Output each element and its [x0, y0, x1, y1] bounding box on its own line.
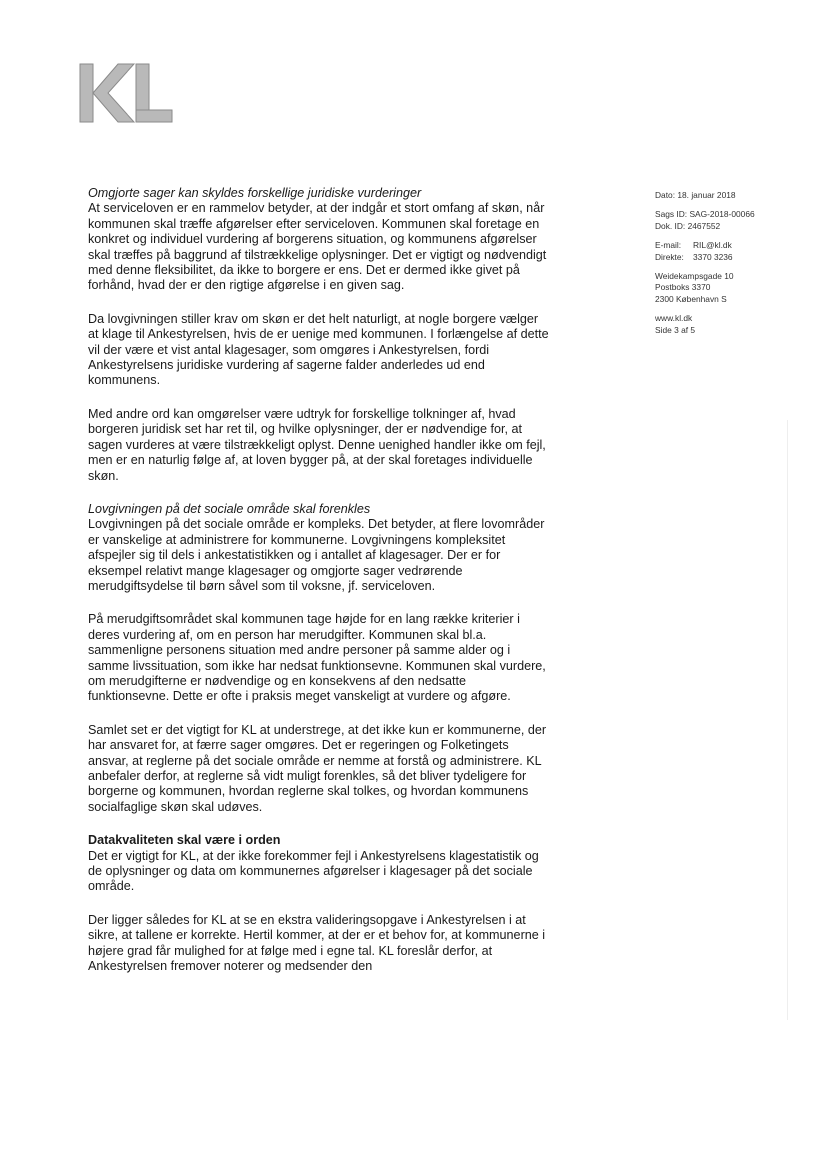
- paragraph-7: Det er vigtigt for KL, at der ikke forekommer fejl i Ankestyrelsens klagestatistik og de oplysninger og data om kommunernes afgørelser i klagesager på det sociale område.: [88, 848, 539, 894]
- section-heading-3: Datakvaliteten skal være i orden: [88, 833, 281, 848]
- case-id: Sags ID: SAG-2018-00066: [655, 209, 755, 220]
- paragraph-5: På merudgiftsområdet skal kommunen tage højde for en lang række kriterier i deres vurdering af, om en person har merudgifter. Kommunen skal bl.a. sammenligne personens situation med andre personer på samme alder og i samme livssituation, som ikke har nedsat funktionsevne. Kommunen skal vurdere, om merudgifterne er nødvendige og en konsekvens af den nedsatte funktionsevne. Dette er ofte i praksis meget vanskeligt at vurdere og afgøre.: [88, 612, 546, 704]
- scan-artifact-line: [787, 420, 788, 1020]
- phone-value: 3370 3236: [693, 251, 733, 262]
- phone-label: Direkte:: [655, 251, 684, 262]
- email-label: E-mail:: [655, 240, 682, 251]
- email-row: [655, 240, 815, 251]
- sidebar-meta: [655, 190, 815, 336]
- letter-body: [88, 186, 550, 992]
- phone-row: [655, 252, 815, 263]
- paragraph-6: Samlet set er det vigtigt for KL at understrege, at det ikke kun er kommunerne, der har ansvaret for, at færre sager omgøres. Det er regeringen og Folketingets ansvar, at reglerne på det sociale område er nemme at forstå og administrere. KL anbefaler derfor, at reglerne så vidt muligt forenkles, så det bliver tydeligere for borgerne og kommunen, hvordan reglerne skal tolkes, og hvordan kommunens socialfaglige skøn skal udøves.: [88, 722, 547, 814]
- paragraph-8: Der ligger således for KL at se en ekstra valideringsopgave i Ankestyrelsen i at sikre, at tallene er korrekte. Hertil kommer, at der er et behov for, at kommunerne i højere grad får mulighed for at følge med i egne tal. KL foreslår derfor, at Ankestyrelsen fremover noterer og medsender den: [88, 912, 546, 974]
- address-box: Postboks 3370: [655, 282, 711, 293]
- page-number: Side 3 af 5: [655, 324, 696, 335]
- address-city: 2300 København S: [655, 293, 727, 304]
- paragraph-2: Da lovgivningen stiller krav om skøn er det helt naturligt, at nogle borgere vælger at klage til Ankestyrelsen, hvis de er uenige med kommunen. I forlængelse af dette vil der være et vist antal klagesager, som omgøres i Ankestyrelsen, fordi Ankestyrelsens juridiske vurdering af sagerne falder anderledes ud end kommunens.: [88, 311, 549, 388]
- email-value[interactable]: RIL@kl.dk: [693, 240, 732, 251]
- paragraph-4: Lovgivningen på det sociale område er kompleks. Det betyder, at flere lovområder er vanskelige at administrere for kommunerne. Lovgivningens kompleksitet afspejler sig til dels i ankestatistikken og i antallet af klagesager. Der er for eksempel relativt mange klagesager og omgjorte sager vedrørende merudgiftsydelse til børn såvel som til voksne, jf. serviceloven.: [88, 517, 545, 593]
- kl-logo: [78, 62, 174, 124]
- address-street: Weidekampsgade 10: [655, 271, 734, 282]
- paragraph-3: Med andre ord kan omgørelser være udtryk for forskellige tolkninger af, hvad borgeren juridisk set har ret til, og hvilke oplysninger, der er nødvendige for, at sagen vurderes at være tilstrækkeligt oplyst. Denne uenighed handler ikke om fejl, men er en naturlig følge af, at loven bygger på, at der skal foretages individuelle skøn.: [88, 406, 546, 483]
- doc-id: Dok. ID: 2467552: [655, 220, 721, 231]
- date-line: Dato: 18. januar 2018: [655, 190, 736, 200]
- section-heading-1: Omgjorte sager kan skyldes forskellige juridiske vurderinger: [88, 186, 422, 200]
- section-heading-2: Lovgivningen på det sociale område skal forenkles: [88, 501, 371, 516]
- paragraph-1: At serviceloven er en rammelov betyder, at der indgår et stort omfang af skøn, når kommunen skal træffe afgørelser efter serviceloven. Kommunen skal foretage en konkret og individuel vurdering af borgerens situation, og kommunens afgørelser skal træffes på baggrund af tilstrækkelige oplysninger. Det er vigtigt og nødvendigt med denne fleksibilitet, da ikke to borgere er ens. Det er dermed ikke givet på forhånd, hvad der er den rigtige afgørelse i en given sag.: [88, 201, 547, 293]
- web-link[interactable]: www.kl.dk: [655, 313, 693, 324]
